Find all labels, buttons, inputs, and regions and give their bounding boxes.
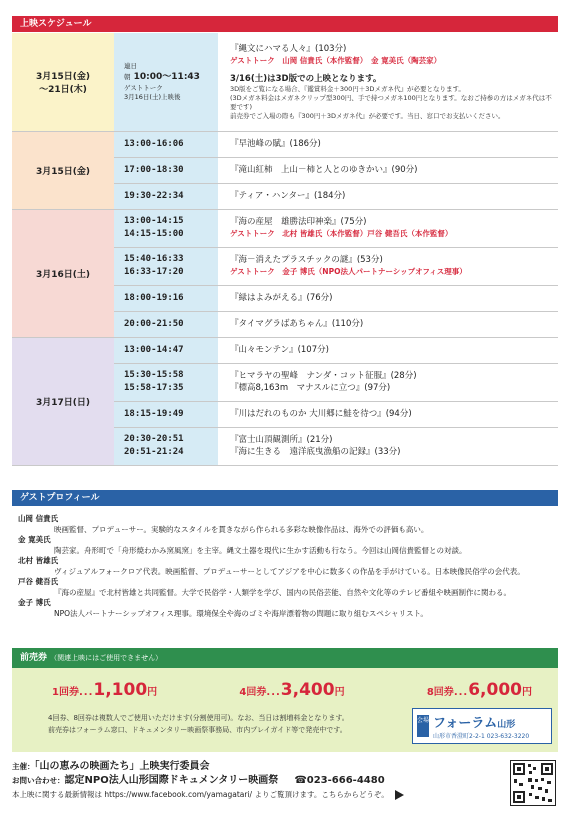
schedule-time: 20:30-20:51 20:51-21:24	[114, 427, 218, 465]
schedule-title: 『タイマグラばあちゃん』(110分)	[218, 311, 558, 337]
profile-desc: NPO法人パートナーシップオフィス理事。環境保全や海のゴミや海岸漂着物の問題に取り組むスペシャリスト。	[54, 608, 428, 618]
profile-list	[12, 514, 558, 619]
schedule-title: 『海－消えたプラスチックの謎』(53分) ゲストトーク 金子 博氏（NPO法人パートナーシップオフィス理事）	[218, 247, 558, 285]
schedule-title: 『富士山頂観測所』(21分) 『海に生きる 遠洋底曳漁船の記録』(33分)	[218, 427, 558, 465]
ticket-prices	[52, 680, 532, 700]
venue-info: 山形市香澄町2-2-1 023-632-3220	[433, 733, 530, 740]
info-link-text[interactable]: 本上映に関する最新情報は https://www.facebook.com/yamagatari/ よりご覧頂けます。こちらからどうぞ。	[12, 790, 389, 799]
profile-name: 山岡 信貴氏	[18, 514, 59, 523]
profile-desc: 陶芸家。舟形町で「舟形焼わかみ窯風窯」を主宰。縄文土器を現代に生かす活動も行なう。今回は山岡信貴監督との対談。	[54, 545, 467, 555]
schedule-title: 『滝山紅柿 上山－柿と人とのゆきかい』(90分)	[218, 157, 558, 183]
schedule-time: 15:30-15:58 15:58-17:35	[114, 363, 218, 401]
schedule-title: 『縄文にハマる人々』(103分) ゲストトーク 山岡 信貴氏（本作監督） 金 寛美氏（陶芸家） 3/16(土)は3D版での上映となります。 3D版をご覧になる場合、『鑑賞料金＋300円＋3Dメガネ代』が必要となります。 (3Dメガネ料金はメガネクリップ型300円、手で持つメガネ100円となります。なおご持参の方はメガネ代は不要です) 前売券でご入場の際も『300円＋3Dメガネ代』が必要です。当日、窓口でお支払いください。	[218, 33, 558, 131]
schedule-time: 13:00-14:15 14:15-15:00	[114, 209, 218, 247]
venue-badge: 会場	[417, 715, 429, 737]
ticket-price-item: 4回券...3,400円	[239, 680, 345, 700]
contact-tel: ☎023-666-4480	[294, 775, 385, 786]
profile-name: 金 寛美氏	[18, 535, 51, 544]
schedule-time: 15:40-16:33 16:33-17:20	[114, 247, 218, 285]
ticket-price-item: 1回券...1,100円	[52, 680, 158, 700]
footer: 主催：「山の恵みの映画たち」上映実行委員会 お問い合わせ：認定NPO法人山形国際ドキュメンタリー映画祭 ☎023-666-4480 本上映に関する最新情報は https://www.facebook.com/yamagatari/ よりご覧頂けます。こちらからどうぞ。	[12, 760, 502, 802]
venue-name: フォーラム	[433, 716, 498, 731]
schedule-time: 18:00-19:16	[114, 285, 218, 311]
ticket-price-box	[12, 668, 558, 752]
schedule-header: 上映スケジュール	[12, 16, 558, 32]
schedule-time: 18:15-19:49	[114, 401, 218, 427]
host-name: 「山の恵みの映画たち」上映実行委員会	[34, 761, 210, 772]
schedule-date: 3月17日(日)	[12, 337, 114, 465]
schedule-time: 20:00-21:50	[114, 311, 218, 337]
schedule-date: 3月15日(金)	[12, 131, 114, 209]
venue-city: 山形	[497, 720, 516, 730]
ticket-price-item: 8回券...6,000円	[426, 680, 532, 700]
schedule-time: 13:00-16:06	[114, 131, 218, 157]
schedule-title: 『早池峰の賦』(186分)	[218, 131, 558, 157]
profile-name: 北村 皆雄氏	[18, 556, 59, 565]
profile-desc: 映画監督、プロデューサー。実験的なスタイルを貫きながら作られる多彩な映像作品は、海外での評価も高い。	[54, 524, 429, 534]
contact-name: 認定NPO法人山形国際ドキュメンタリー映画祭	[64, 775, 279, 786]
schedule-time: 17:00-18:30	[114, 157, 218, 183]
schedule-title: 『山々モンテン』(107分)	[218, 337, 558, 363]
profile-name: 戸谷 健吾氏	[18, 577, 59, 586]
profile-desc: ヴィジュアルフォークロア代表。映画監督、プロデューサーとしてアジアを中心に数多くの作品を手がけている。日本映像民俗学の会代表。	[54, 566, 525, 576]
schedule-time: 連日 朝 10:00～11:43 ゲストトーク 3月16日(土)上映後	[114, 33, 218, 131]
profile-header: ゲストプロフィール	[12, 490, 558, 506]
qr-code-icon[interactable]	[510, 760, 556, 806]
schedule-date: 3月15日(金) ～21日(木)	[12, 33, 114, 131]
ticket-notes: 4回券、8回券は複数人でご使用いただけます(分割使用可)。なお、当日は割増料金となります。 前売券はフォーラム窓口、ドキュメンタリー映画祭事務局、市内プレイガイド等で発売中です。	[48, 714, 349, 734]
schedule-date: 3月16日(土)	[12, 209, 114, 337]
schedule-title: 『ヒマラヤの聖峰 ナンダ・コット征服』(28分) 『標高8,163m マナスルに立つ』(97分)	[218, 363, 558, 401]
schedule-time: 13:00-14:47	[114, 337, 218, 363]
profile-desc: 『海の産屋』で北村皆雄と共同監督。大学で民俗学・人類学を学び、国内の民俗芸能、自然や文化等のテレビ番組や映画制作に関わる。	[54, 587, 512, 597]
schedule-title: 『ティア・ハンター』(184分)	[218, 183, 558, 209]
schedule-title: 『海の産屋 雄勝法印神楽』(75分) ゲストトーク 北村 皆雄氏（本作監督）戸谷 健吾氏（本作監督）	[218, 209, 558, 247]
schedule-title: 『川はだれのものか 大川郷に鮭を待つ』(94分)	[218, 401, 558, 427]
tickets-header: 前売券 （関連上映にはご使用できません）	[12, 648, 558, 668]
schedule-table	[12, 33, 558, 466]
profile-name: 金子 博氏	[18, 598, 51, 607]
arrow-right-icon	[395, 790, 404, 800]
schedule-time: 19:30-22:34	[114, 183, 218, 209]
venue-logo	[412, 708, 552, 744]
schedule-title: 『緑はよみがえる』(76分)	[218, 285, 558, 311]
